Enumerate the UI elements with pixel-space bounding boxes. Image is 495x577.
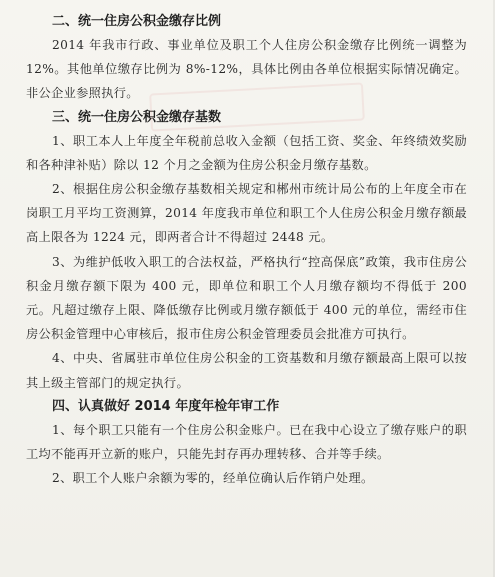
paragraph-base-1: 1、职工本人上年度全年税前总收入金额（包括工资、奖金、年终绩效奖励和各种津补贴）除以 12 个月之金额为住房公积金月缴存基数。 xyxy=(26,133,467,172)
paragraph-rate: 2014 年我市行政、事业单位及职工个人住房公积金缴存比例统一调整为 12%。其他单位缴存比例为 8%-12%，具体比例由各单位根据实际情况确定。非公企业参照执行。 xyxy=(26,38,467,101)
paragraph-review-2: 2、职工个人账户余额为零的，经单位确认后作销户处理。 xyxy=(52,471,374,486)
paragraph-review-1: 1、每个职工只能有一个住房公积金账户。已在我中心设立了缴存账户的职工均不能再开立新的账户，只能先封存再办理转移、合并等手续。 xyxy=(26,422,467,462)
section-heading-contribution-base: 三、统一住房公积金缴存基数 xyxy=(52,109,222,125)
section-heading-contribution-rate: 二、统一住房公积金缴存比例 xyxy=(52,14,222,29)
paragraph-base-3: 3、为维护低收入职工的合法权益，严格执行“控高保底”政策，我市住房公积金月缴存额下限为 400 元，即单位和职工个人月缴存额均不得低于 200 元。凡超过缴存上限、降低缴存比例或月缴存额低于 400 元的单位，需经市住房公积金管理中心审核后，报市住房公积金管理委员会批准方可执行。 xyxy=(26,254,467,342)
paragraph-base-2: 2、根据住房公积金缴存基数相关规定和郴州市统计局公布的上年度全市在岗职工月平均工资测算，2014 年度我市单位和职工个人住房公积金月缴存额最高上限各为 1224 元，即两者合计不得超过 2448 元。 xyxy=(26,182,467,245)
section-heading-annual-review: 四、认真做好 2014 年度年检年审工作 xyxy=(52,398,280,414)
paragraph-base-4: 4、中央、省属驻市单位住房公积金的工资基数和月缴存额最高上限可以按其上级主管部门的规定执行。 xyxy=(26,351,467,390)
